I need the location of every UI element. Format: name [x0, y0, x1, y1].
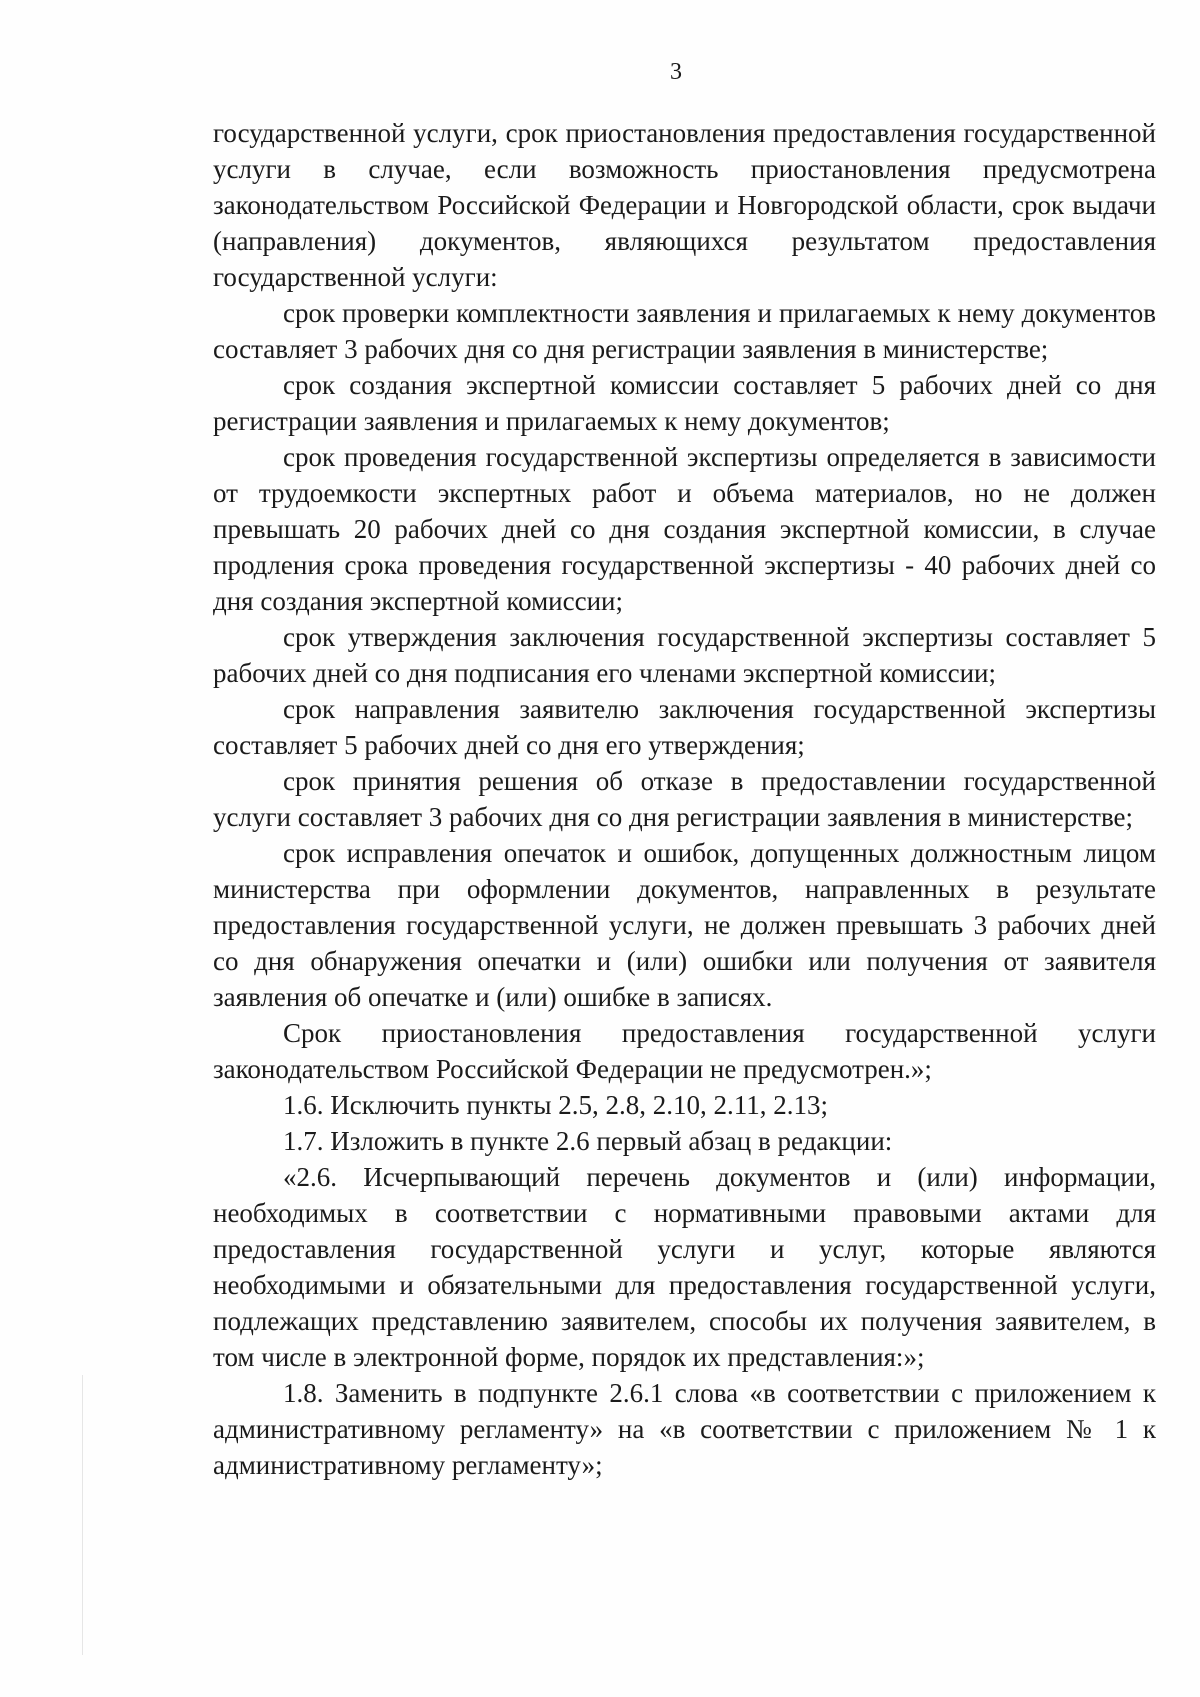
- paragraph-expertise-term: срок проведения государственной экспертизы определяется в зависимости от трудоемкости экспертных работ и объема материалов, но не должен превышать 20 рабочих дней со дня создания экспертной комиссии, в случае продления срока проведения государственной экспертизы - 40 рабочих дней со дня создания экспертной комиссии;: [213, 442, 1156, 616]
- paragraph-sending-term: срок направления заявителю заключения государственной экспертизы составляет 5 рабочих дней со дня его утверждения;: [213, 694, 1156, 760]
- paragraph-completeness-check-term: срок проверки комплектности заявления и прилагаемых к нему документов составляет 3 рабочих дня со дня регистрации заявления в министерстве;: [213, 298, 1156, 364]
- page-number: 3: [670, 59, 682, 85]
- item-1-7: 1.7. Изложить в пункте 2.6 первый абзац в редакции:: [283, 1126, 893, 1156]
- item-2-6-new-wording: «2.6. Исчерпывающий перечень документов и (или) информации, необходимых в соответствии с нормативными правовыми актами для предоставления государственной услуги и услуг, которые являются необходимыми и обязательными для предоставления государственной услуги, подлежащих представлению заявителем, способы их получения заявителем, в том числе в электронной форме, порядок их представления:»;: [213, 1162, 1156, 1372]
- paragraph-refusal-term: срок принятия решения об отказе в предоставлении государственной услуги составляет 3 рабочих дня со дня регистрации заявления в министерстве;: [213, 766, 1156, 832]
- paragraph-correction-term: срок исправления опечаток и ошибок, допущенных должностным лицом министерства при оформлении документов, направленных в результате предоставления государственной услуги, не должен превышать 3 рабочих дней со дня обнаружения опечатки и (или) ошибки или получения от заявителя заявления об опечатке и (или) ошибке в записях.: [213, 838, 1156, 1012]
- item-1-8: 1.8. Заменить в подпункте 2.6.1 слова «в соответствии с приложением к административному регламенту» на «в соответствии с приложением № 1 к административному регламенту»;: [213, 1378, 1156, 1480]
- paragraph-commission-creation-term: срок создания экспертной комиссии составляет 5 рабочих дней со дня регистрации заявления и прилагаемых к нему документов;: [213, 370, 1156, 436]
- scan-margin-line: [82, 1375, 83, 1655]
- item-1-6: 1.6. Исключить пункты 2.5, 2.8, 2.10, 2.11, 2.13;: [283, 1090, 828, 1120]
- document-body: [213, 115, 1156, 1483]
- paragraph-approval-term: срок утверждения заключения государственной экспертизы составляет 5 рабочих дней со дня подписания его членами экспертной комиссии;: [213, 622, 1156, 688]
- paragraph-continuation: государственной услуги, срок приостановления предоставления государственной услуги в случае, если возможность приостановления предусмотрена законодательством Российской Федерации и Новгородской области, срок выдачи (направления) документов, являющихся результатом предоставления государственной услуги:: [213, 118, 1156, 292]
- paragraph-suspension-term: Срок приостановления предоставления государственной услуги законодательством Российской Федерации не предусмотрен.»;: [213, 1018, 1156, 1084]
